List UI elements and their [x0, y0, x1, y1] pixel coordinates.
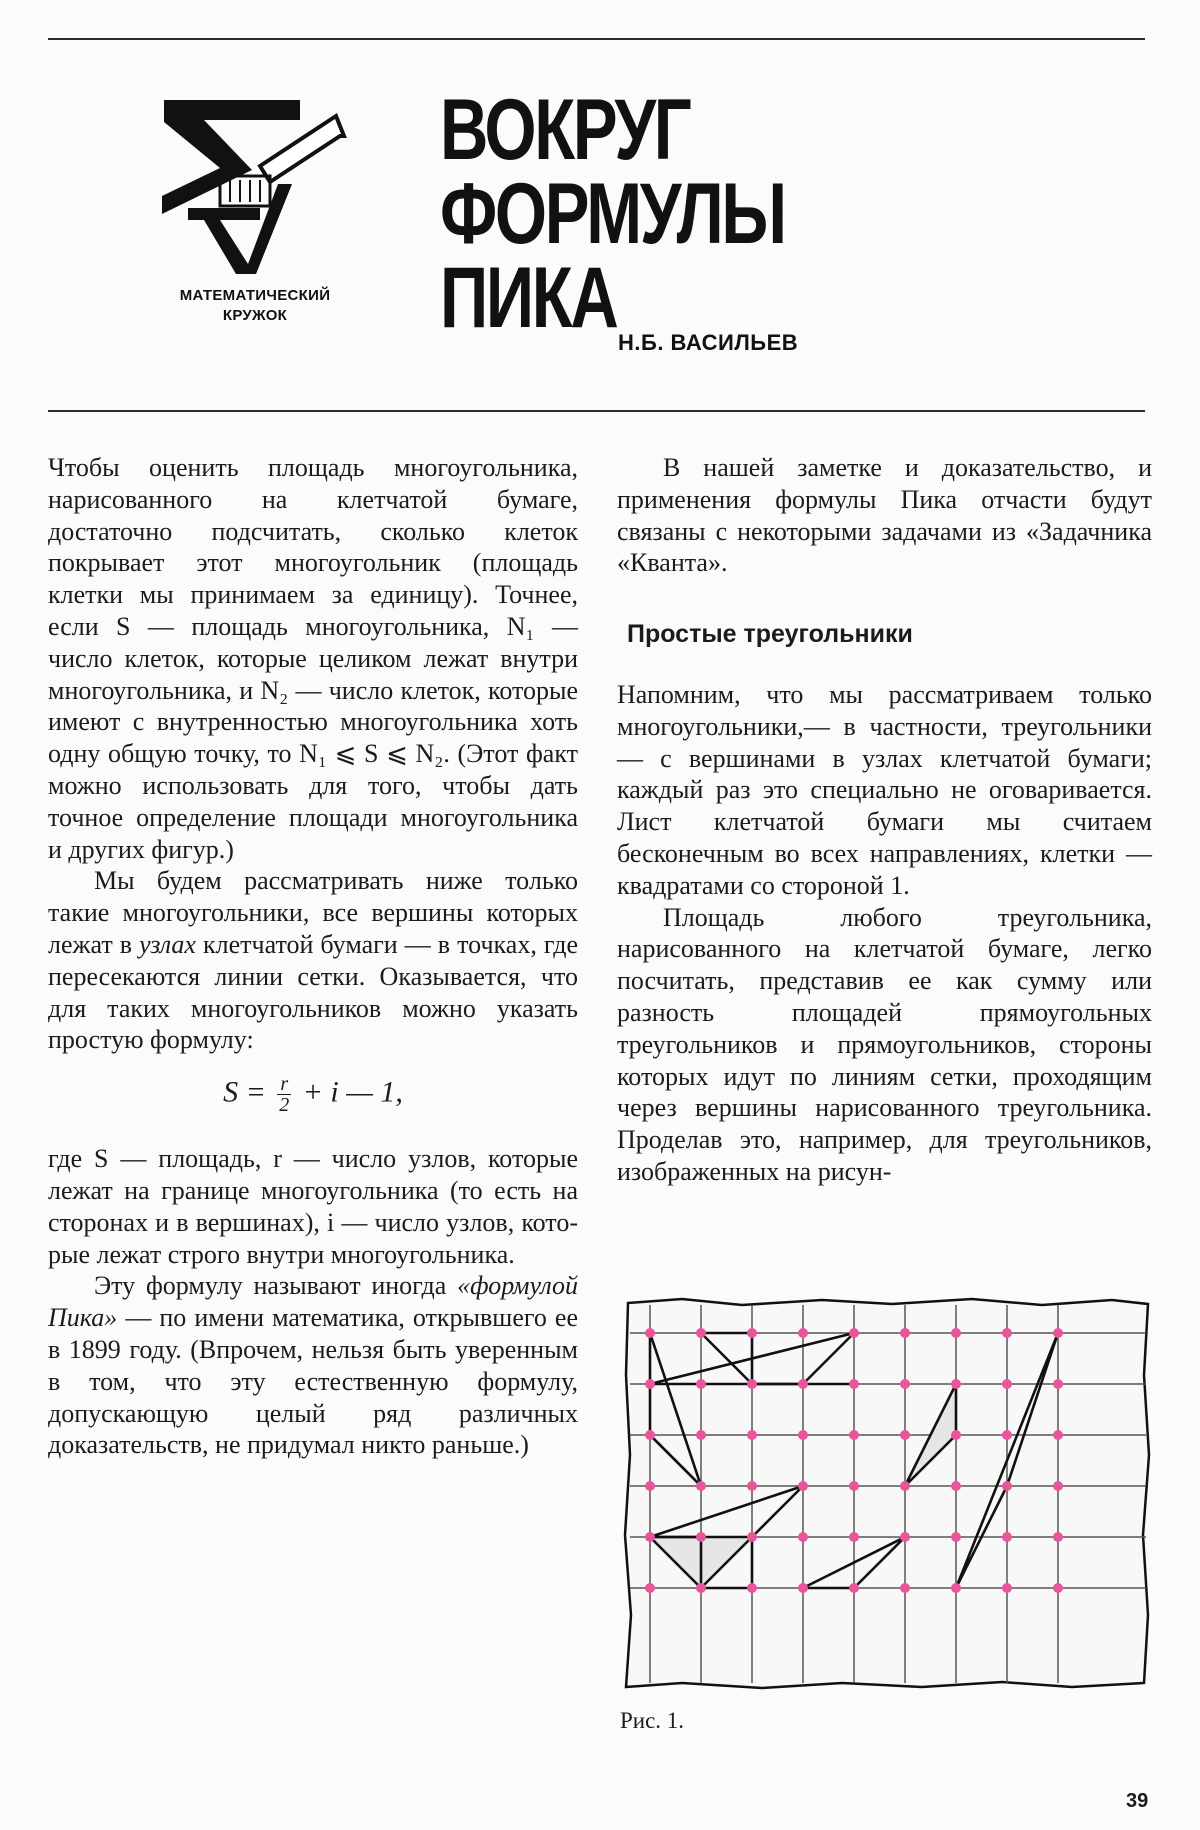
- lattice-node: [900, 1532, 910, 1542]
- lattice-node: [696, 1481, 706, 1491]
- grid-triangles-figure: [622, 1295, 1152, 1690]
- lattice-node: [747, 1430, 757, 1440]
- lattice-node: [1053, 1481, 1063, 1491]
- lattice-node: [1053, 1379, 1063, 1389]
- section-heading: Простые треугольники: [627, 620, 913, 649]
- lattice-node: [849, 1583, 859, 1593]
- lattice-node: [900, 1379, 910, 1389]
- top-rule: [48, 38, 1145, 40]
- lattice-node: [696, 1583, 706, 1593]
- lattice-node: [849, 1328, 859, 1338]
- lattice-node: [951, 1583, 961, 1593]
- lattice-node: [798, 1379, 808, 1389]
- left-paragraph-2-end: клетчатой бумаги — в точках, где пересекаются линии сетки. Оказывается, что для таких многоугольников можно указать простую формулу:: [48, 929, 579, 1055]
- lattice-node: [849, 1532, 859, 1542]
- left-paragraph-3: где S — площадь, r — число узлов, которые лежат на границе многоугольника (то есть на сторонах и в вершинах), i — число узлов, которые лежат строго внутри многоугольника.: [48, 1144, 578, 1269]
- left-column: [48, 452, 578, 1461]
- figure-caption: Рис. 1.: [620, 1708, 685, 1733]
- lattice-node: [696, 1430, 706, 1440]
- lattice-node: [1002, 1583, 1012, 1593]
- lattice-node: [1053, 1430, 1063, 1440]
- lattice-node: [1053, 1328, 1063, 1338]
- lattice-node: [696, 1379, 706, 1389]
- lattice-node: [1002, 1430, 1012, 1440]
- lattice-node: [747, 1532, 757, 1542]
- lattice-node: [645, 1481, 655, 1491]
- math-circle-logo-icon: [160, 96, 360, 276]
- lattice-node: [1002, 1379, 1012, 1389]
- right-column: [617, 452, 1152, 1188]
- left-paragraph-4-end: — по имени математика, открывшего ее в 1899 году. (Впрочем, нельзя быть уверенным в том, что эту естественную формулу, допускающую целый ряд различных доказательств, не придумал никто раньше.): [48, 1303, 578, 1460]
- lattice-node: [696, 1328, 706, 1338]
- lattice-node: [798, 1481, 808, 1491]
- lattice-node: [1002, 1328, 1012, 1338]
- lattice-node: [645, 1328, 655, 1338]
- lattice-node: [951, 1532, 961, 1542]
- lattice-node: [1002, 1481, 1012, 1491]
- left-paragraph-2-emphasis: узлах: [139, 929, 196, 959]
- lattice-node: [1053, 1532, 1063, 1542]
- lattice-node: [696, 1532, 706, 1542]
- left-paragraph-4: [48, 1270, 578, 1461]
- right-paragraph-3: Площадь любого треугольника, нарисованного на клетчатой бумаге, легко посчитать, представив ее как сумму или разность площадей прямоугольных треугольников и прямоугольников, стороны которых идут по линиям сетки, проходящим через вершины нарисованного треугольника. Проделав это, например, для треугольников, изображенных на рисун-: [617, 902, 1152, 1186]
- lattice-node: [645, 1532, 655, 1542]
- left-paragraph-2-start: Мы будем рассматривать ниже только такие многоугольники, все вершины которых лежат в: [48, 866, 578, 959]
- lattice-node: [849, 1481, 859, 1491]
- lattice-node: [1053, 1583, 1063, 1593]
- header-bottom-rule: [48, 410, 1145, 412]
- title-line1: ВОКРУГ: [440, 82, 690, 178]
- left-paragraph-2: [48, 865, 578, 1056]
- formula-denominator: 2: [279, 1094, 290, 1117]
- left-paragraph-4-start: Эту формулу называют иногда: [94, 1271, 458, 1301]
- lattice-node: [747, 1481, 757, 1491]
- lattice-node: [900, 1328, 910, 1338]
- lattice-node: [1002, 1532, 1012, 1542]
- section-label: [150, 286, 360, 326]
- lattice-node: [900, 1430, 910, 1440]
- pick-formula: [48, 1074, 578, 1115]
- section-label-line2: КРУЖОК: [222, 307, 288, 324]
- paper-sheet: [625, 1299, 1149, 1688]
- author-name: Н.Б. ВАСИЛЬЕВ: [618, 330, 799, 355]
- lattice-node: [951, 1328, 961, 1338]
- lattice-node: [798, 1328, 808, 1338]
- lattice-node: [747, 1583, 757, 1593]
- formula-right: + i — 1,: [302, 1075, 403, 1109]
- right-paragraph-1: В нашей заметке и доказательство, и применения формулы Пика отчасти будут связаны с некоторыми задачами из «Задачника «Кванта».: [617, 453, 1152, 578]
- title-line3: ПИКА: [440, 250, 617, 346]
- lattice-node: [951, 1481, 961, 1491]
- lattice-node: [747, 1379, 757, 1389]
- lattice-node: [798, 1532, 808, 1542]
- lattice-node: [849, 1379, 859, 1389]
- left-paragraph-4-emphasis: «формулой Пика»: [48, 1271, 578, 1333]
- lattice-node: [798, 1430, 808, 1440]
- page-number: 39: [1126, 1790, 1149, 1812]
- left-paragraph-1: Чтобы оценить площадь многоугольника, нарисованного на клетчатой бумаге, достаточно подсчитать, сколько клеток покрывает этот многоугольник (площадь клетки мы принимаем за единицу). Точнее, если S — площадь многоугольника, N₁ — число клеток, которые целиком лежат внутри многоугольника, и N₂ — число клеток, которые имеют с внутренностью многоугольника хоть одну общую точку, то N₁ ⩽ S ⩽ N₂. (Этот факт можно использовать для того, чтобы дать точное определение площади многоугольника и других фигур.): [48, 453, 578, 864]
- lattice-node: [900, 1583, 910, 1593]
- formula-left: S =: [223, 1075, 266, 1109]
- lattice-node: [900, 1481, 910, 1491]
- section-label-line1: МАТЕМАТИЧЕСКИЙ: [179, 287, 331, 304]
- formula-numerator: r: [277, 1074, 291, 1095]
- title-line2: ФОРМУЛЫ: [440, 166, 785, 262]
- lattice-node: [798, 1583, 808, 1593]
- lattice-node: [645, 1583, 655, 1593]
- lattice-node: [747, 1328, 757, 1338]
- lattice-node: [849, 1430, 859, 1440]
- formula-fraction: [277, 1074, 291, 1115]
- lattice-node: [645, 1379, 655, 1389]
- lattice-node: [645, 1430, 655, 1440]
- lattice-node: [951, 1379, 961, 1389]
- lattice-node: [951, 1430, 961, 1440]
- right-paragraph-2: Напомним, что мы рассматриваем только многоугольники,— в частности, треугольники — с вершинами в узлах клетчатой бумаги; каждый раз это специально не оговаривается. Лист клетчатой бумаги мы считаем бесконечным во всех направлениях, клетки — квадратами со стороной 1.: [617, 679, 1152, 900]
